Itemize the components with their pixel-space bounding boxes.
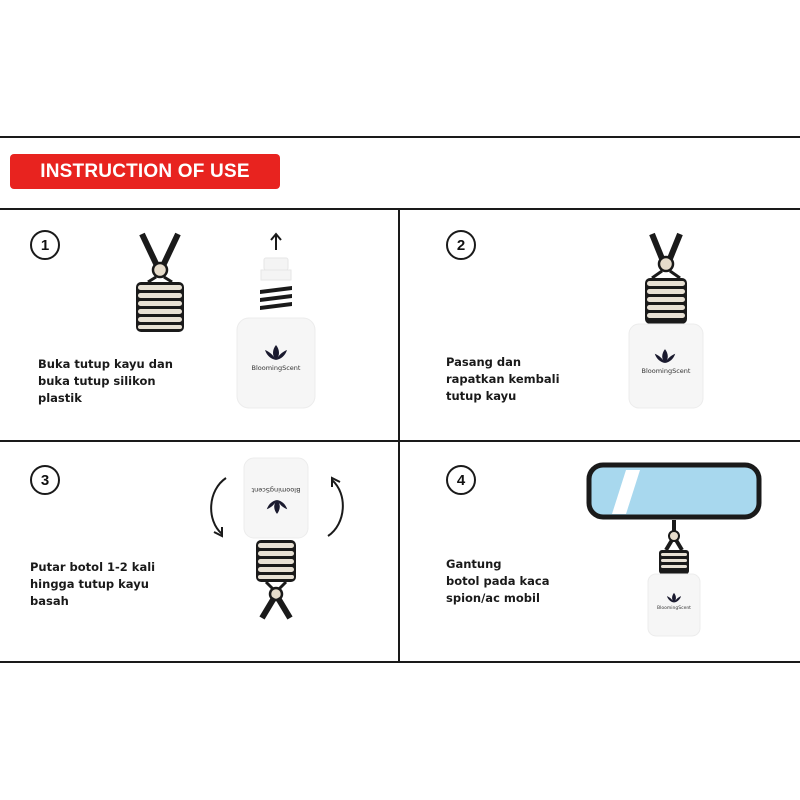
bottle-label-text: [628, 365, 704, 375]
step-3-number: 3: [30, 465, 60, 495]
bottle-label-text: [238, 362, 314, 372]
top-border: [0, 136, 800, 138]
lotus-logo-icon: [264, 498, 290, 515]
step-2-number: 2: [446, 230, 476, 260]
step-4-number: 4: [446, 465, 476, 495]
opened-bottle-icon: [234, 232, 318, 412]
lotus-logo-icon: [262, 344, 290, 362]
step-2-text: Pasang dan rapatkan kembali tutup kayu: [446, 355, 560, 403]
flipped-bottle-icon: [236, 456, 316, 620]
instruction-header-badge: INSTRUCTION OF USE: [10, 154, 280, 189]
bottle-label-text-flipped: [238, 486, 314, 496]
rotate-right-arrow-icon: [320, 474, 350, 540]
svg-text:BloomingScent: BloomingScent: [641, 367, 691, 375]
closed-bottle-icon: [624, 232, 708, 412]
hanging-bottle-icon: [642, 520, 706, 640]
svg-text:BloomingScent: BloomingScent: [251, 486, 301, 494]
step-1-text: Buka tutup kayu dan buka tutup silikon plastik: [38, 357, 173, 405]
bottle-label-text: [648, 603, 700, 611]
svg-text:BloomingScent: BloomingScent: [251, 364, 301, 372]
rotate-left-arrow-icon: [204, 474, 234, 540]
svg-text:BloomingScent: BloomingScent: [657, 606, 691, 611]
grid-line-middle: [0, 440, 800, 442]
step-4-text: Gantung botol pada kaca spion/ac mobil: [446, 557, 550, 605]
rearview-mirror-icon: [586, 462, 762, 522]
grid-line-vertical: [398, 208, 400, 663]
grid-line-top: [0, 208, 800, 210]
step-1-number: 1: [30, 230, 60, 260]
wooden-cap-with-strap-icon: [128, 232, 192, 336]
lotus-logo-icon: [652, 348, 678, 365]
step-3-text: Putar botol 1-2 kali hingga tutup kayu basah: [30, 560, 156, 608]
grid-line-bottom: [0, 661, 800, 663]
